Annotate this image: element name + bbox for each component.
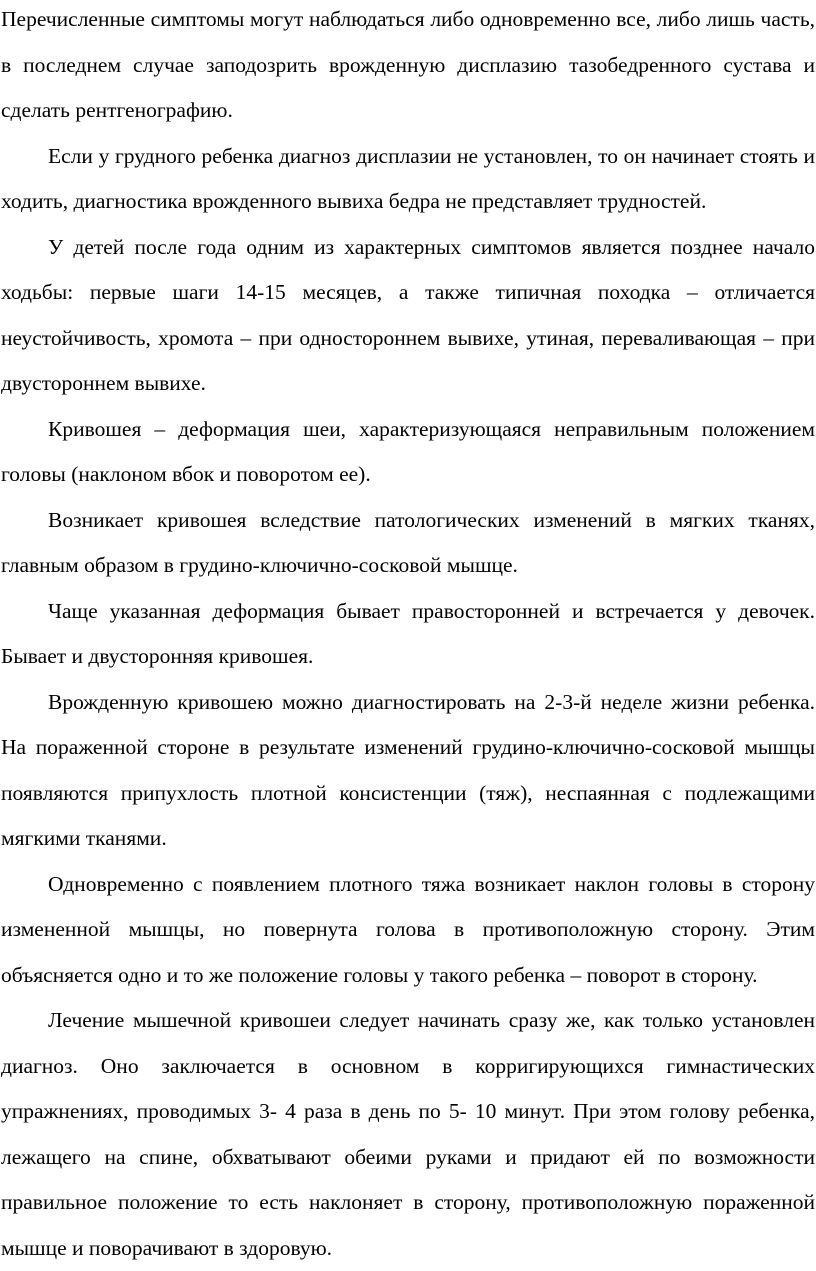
paragraph-treatment: Лечение мышечной кривошеи следует начинать сразу же, как только установлен диагноз. Оно заключается в основном в корригирующихся гимнастических упражнениях, проводимых 3- 4 раза в день по 5- 10 минут. При этом голову ребенка, лежащего на спине, обхватывают обеими руками и придают ей по возможности правильное положение то есть наклоняет в сторону, противоположную пораженной мышце и поворачивают в здоровую. <box>1 1008 815 1260</box>
paragraph-hip-dysplasia-symptoms: Перечисленные симптомы могут наблюдаться либо одновременно все, либо лишь часть, в последнем случае заподозрить врожденную дисплазию тазобедренного сустава и сделать рентгенографию. <box>1 7 815 122</box>
paragraph-congenital-torticollis: Врожденную кривошею можно диагностировать на 2-3-й неделе жизни ребенка. На пораженной стороне в результате изменений грудино-ключично-сосковой мышцы появляются припухлость плотной консистенции (тяж), неспаянная с подлежащими мягкими тканями. <box>1 689 815 850</box>
paragraph-torticollis-cause: Возникает кривошея вследствие патологических изменений в мягких тканях, главным образом в грудино-ключично-сосковой мышце. <box>1 507 815 577</box>
paragraph-torticollis-frequency: Чаще указанная деформация бывает правосторонней и встречается у девочек. Бывает и двусторонняя кривошея. <box>1 598 815 668</box>
paragraph-diagnosis-walking: Если у грудного ребенка диагноз дисплазии не установлен, то он начинает стоять и ходить, диагностика врожденного вывиха бедра не представляет трудностей. <box>1 143 815 213</box>
paragraph-head-position: Одновременно с появлением плотного тяжа возникает наклон головы в сторону измененной мышцы, но повернута голова в противоположную сторону. Этим объясняется одно и то же положение головы у такого ребенка – поворот в сторону. <box>1 871 815 987</box>
paragraph-torticollis-definition: Кривошея – деформация шеи, характеризующаяся неправильным положением головы (наклоном вбок и поворотом ее). <box>1 416 815 486</box>
paragraph-late-walking: У детей после года одним из характерных симптомов является позднее начало ходьбы: первые шаги 14-15 месяцев, а также типичная походка – отличается неустойчивость, хромота – при одностороннем вывихе, утиная, переваливающая – при двустороннем вывихе. <box>1 234 815 395</box>
